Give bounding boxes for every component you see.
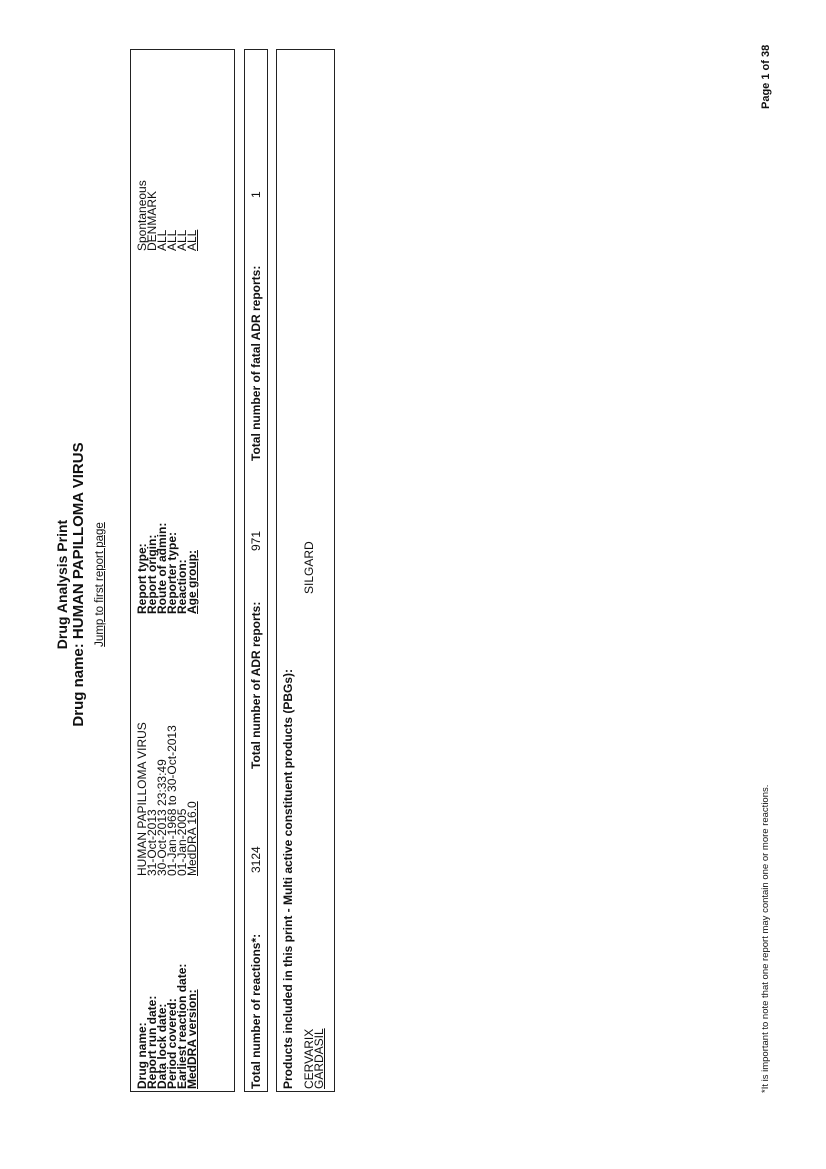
total-adr-reports-value: 971 <box>249 530 263 551</box>
label-report-origin: Report origin: <box>145 534 159 614</box>
label-earliest-reaction-date: Earliest reaction date: <box>175 963 189 1089</box>
value-meddra-version: MedDRA 16.0 <box>185 801 199 876</box>
label-route-of-admin: Route of admin: <box>155 522 169 614</box>
value-data-lock-date: 30-Oct-2013 23:33:49 <box>155 759 169 876</box>
products-column-2 <box>304 541 314 594</box>
drug-name-heading: Drug name: HUMAN PAPILLOMA VIRUS <box>70 442 87 727</box>
label-reporter-type: Reporter type: <box>165 531 179 614</box>
left-labels <box>137 964 197 1089</box>
right-values <box>137 180 197 251</box>
products-heading: Products included in this print - Multi active constituent products (PBGs): <box>281 668 295 1089</box>
label-report-type: Report type: <box>135 543 149 614</box>
totals-box <box>244 49 268 1092</box>
label-meddra-version: MedDRA version: <box>185 989 199 1089</box>
jump-link-row <box>93 0 107 1169</box>
total-fatal-reports-value: 1 <box>249 191 263 198</box>
product-item: SILGARD <box>302 541 316 594</box>
summary-box <box>130 49 235 1092</box>
label-period-covered: Period covered: <box>165 998 179 1089</box>
report-title: Drug Analysis Print <box>54 519 70 650</box>
total-adr-reports-label: Total number of ADR reports: <box>249 601 263 769</box>
value-earliest-reaction-date: 01-Jan-2005 <box>175 808 189 876</box>
total-reactions-label: Total number of reactions*: <box>249 933 263 1089</box>
value-reaction: ALL <box>175 229 189 251</box>
value-report-origin: DENMARK <box>145 190 159 251</box>
footnote: *It is important to note that one report may contain one or more reactions. <box>760 784 771 1093</box>
value-route-of-admin: ALL <box>155 229 169 251</box>
label-drug-name: Drug name: <box>135 1022 149 1089</box>
right-labels <box>137 523 197 614</box>
total-fatal-reports-label: Total number of fatal ADR reports: <box>249 265 263 461</box>
value-report-type: Spontaneous <box>135 180 149 251</box>
value-report-run-date: 31-Oct-2013 <box>145 809 159 876</box>
label-age-group: Age group: <box>185 550 199 614</box>
left-values <box>137 722 197 876</box>
label-report-run-date: Report run date: <box>145 995 159 1089</box>
value-drug-name: HUMAN PAPILLOMA VIRUS <box>135 722 149 876</box>
page-number: Page 1 of 38 <box>760 44 772 109</box>
products-column-1 <box>304 1028 324 1089</box>
product-item: CERVARIX <box>302 1028 316 1089</box>
product-item: GARDASIL <box>312 1028 326 1089</box>
label-reaction: Reaction: <box>175 559 189 614</box>
products-box <box>276 49 335 1092</box>
total-reactions-value: 3124 <box>249 846 263 873</box>
value-age-group: ALL <box>185 229 199 251</box>
value-period-covered: 01-Jan-1968 to 30-Oct-2013 <box>165 725 179 876</box>
label-data-lock-date: Data lock date: <box>155 1003 169 1089</box>
jump-to-first-report-link[interactable]: Jump to first report page <box>94 522 106 647</box>
value-reporter-type: ALL <box>165 229 179 251</box>
